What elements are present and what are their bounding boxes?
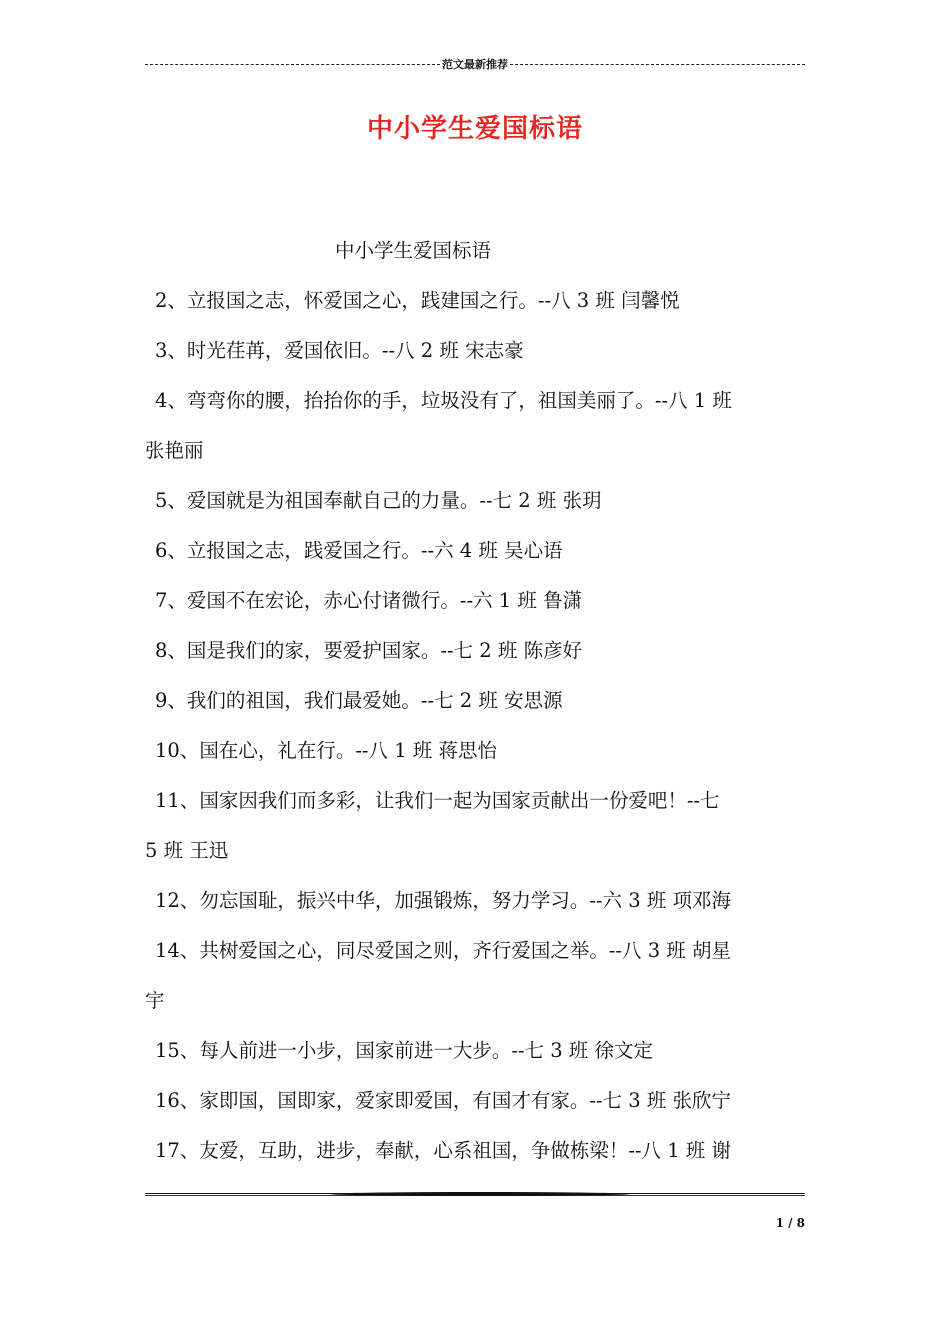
slogan-line: 15、每人前进一小步，国家前进一大步。--七 3 班 徐文定 <box>155 1039 653 1062</box>
page-number: 1 / 8 <box>775 1216 805 1230</box>
document-body <box>145 226 810 1176</box>
slogan-line: 17、友爱，互助，进步，奉献，心系祖国，争做栋梁！--八 1 班 谢 <box>155 1139 731 1162</box>
slogan-line: 5 班 王迅 <box>145 839 229 862</box>
slogan-line: 宇 <box>145 989 165 1012</box>
slogan-line: 12、勿忘国耻，振兴中华，加强锻炼，努力学习。--六 3 班 项邓海 <box>155 889 731 912</box>
slogan-line: 7、爱国不在宏论，赤心付诸微行。--六 1 班 鲁潇 <box>155 589 583 612</box>
body-heading: 中小学生爱国标语 <box>335 239 492 262</box>
slogan-line: 9、我们的祖国，我们最爱她。--七 2 班 安思源 <box>155 689 563 712</box>
header-label: 范文最新推荐 <box>442 58 508 71</box>
slogan-line: 14、共树爱国之心，同尽爱国之则，齐行爱国之举。--八 3 班 胡星 <box>155 939 731 962</box>
slogan-line: 11、国家因我们而多彩，让我们一起为国家贡献出一份爱吧！--七 <box>155 789 720 812</box>
slogan-line: 4、弯弯你的腰，抬抬你的手，垃圾没有了，祖国美丽了。--八 1 班 <box>155 389 732 412</box>
slogan-line: 16、家即国，国即家，爱家即爱国，有国才有家。--七 3 班 张欣宁 <box>155 1089 731 1112</box>
slogan-line: 5、爱国就是为祖国奉献自己的力量。--七 2 班 张玥 <box>155 489 602 512</box>
slogan-line: 张艳丽 <box>145 439 204 462</box>
footer-rule-center <box>330 1192 630 1196</box>
slogan-line: 3、时光荏苒，爱国依旧。--八 2 班 宋志豪 <box>155 339 524 362</box>
slogan-line: 8、国是我们的家，要爱护国家。--七 2 班 陈彦好 <box>155 639 583 662</box>
document-title: 中小学生爱国标语 <box>366 114 583 144</box>
slogan-line: 2、立报国之志，怀爱国之心，践建国之行。--八 3 班 闫馨悦 <box>155 289 680 312</box>
slogan-line: 10、国在心，礼在行。--八 1 班 蒋思怡 <box>155 739 497 762</box>
header-dashes-right <box>510 64 805 65</box>
slogan-line: 6、立报国之志，践爱国之行。--六 4 班 吴心语 <box>155 539 563 562</box>
header-dashes-left <box>145 64 440 65</box>
page-header <box>145 56 805 72</box>
